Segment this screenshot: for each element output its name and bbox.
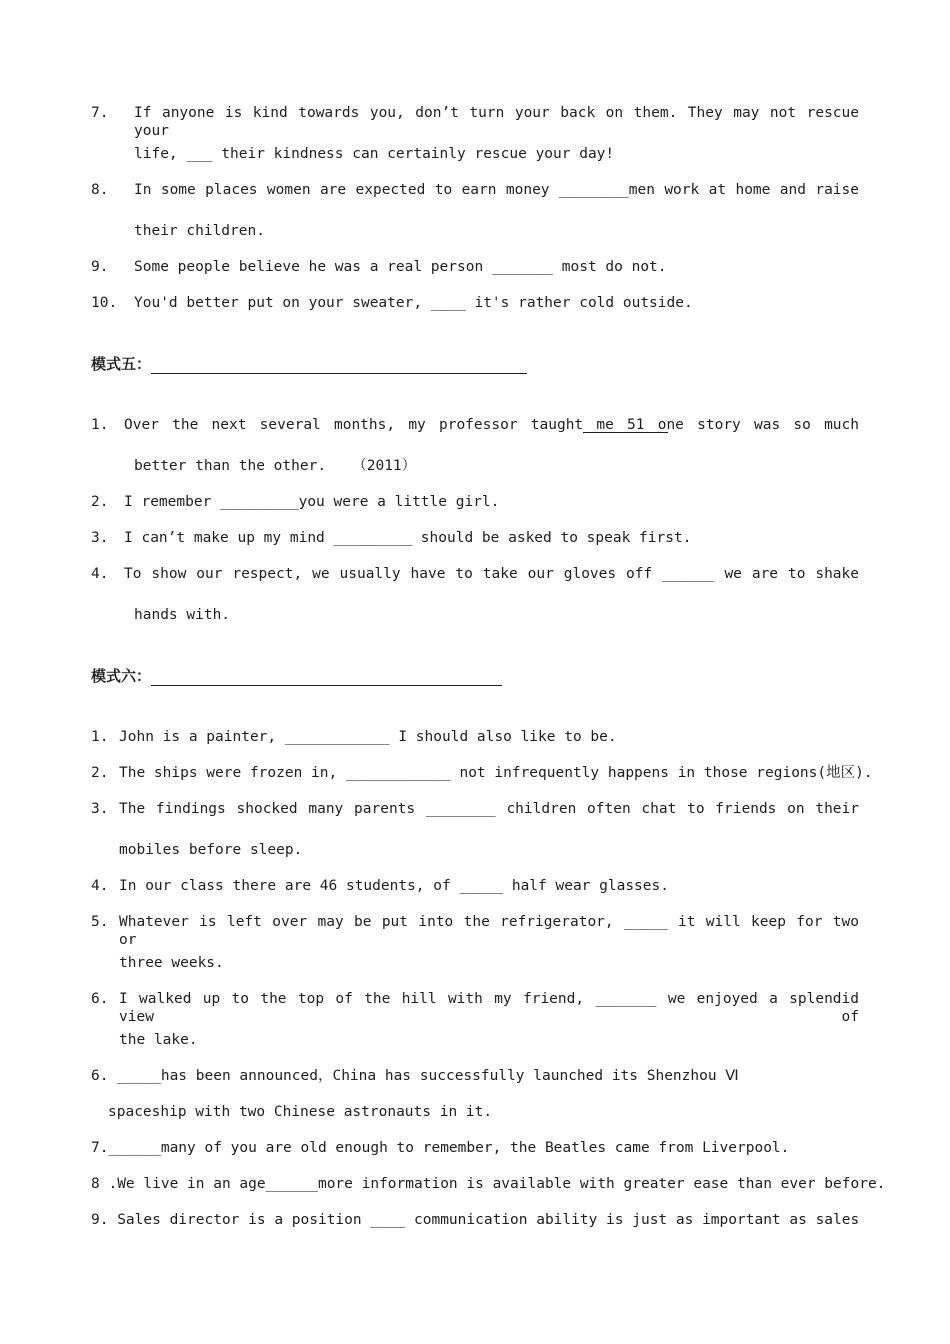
item-number: 1.: [91, 417, 109, 433]
item-text: Whatever is left over may be put into the refrigerator, _____ it will keep for two or: [119, 914, 859, 948]
item-text: In some places women are expected to earn money ________men work at home and raise: [134, 182, 859, 198]
item-text: John is a painter, ____________ I should also like to be.: [119, 729, 617, 745]
item-number: 2.: [91, 765, 109, 781]
extra-line: 9. Sales director is a position ____ communication ability is just as important as sales: [91, 1212, 860, 1228]
item-number: 5.: [91, 914, 109, 930]
item-text: You'd better put on your sweater, ____ it's rather cold outside.: [134, 295, 693, 311]
item-text: life, ___ their kindness can certainly rescue your day!: [134, 146, 615, 162]
item-number: 4.: [91, 878, 109, 894]
item-text: mobiles before sleep.: [119, 842, 303, 858]
item-number: 10.: [91, 295, 118, 311]
item-text: I remember _________you were a little girl.: [124, 494, 500, 510]
answer-underline: [583, 432, 668, 433]
extra-line: spaceship with two Chinese astronauts in it.: [108, 1104, 493, 1120]
section-heading: [91, 666, 502, 686]
extra-line: 7.______many of you are old enough to remember, the Beatles came from Liverpool.: [91, 1140, 790, 1156]
extra-line: 8 .We live in an age______more information is available with greater ease than ever before.: [91, 1176, 886, 1192]
item-text: I walked up to the top of the hill with my friend, _______ we enjoyed a splendid view of: [119, 991, 859, 1025]
item-number: 2.: [91, 494, 109, 510]
item-text: the lake.: [119, 1032, 198, 1048]
heading-underline: [151, 359, 527, 374]
item-text: I can’t make up my mind _________ should be asked to speak first.: [124, 530, 692, 546]
item-number: 1.: [91, 729, 109, 745]
item-text: Over the next several months, my professor taught me 51 one story was so much: [124, 417, 859, 433]
item-text: If anyone is kind towards you, don’t turn your back on them. They may not rescue your: [134, 105, 859, 139]
item-text: The ships were frozen in, ____________ not infrequently happens in those regions(地区).: [119, 765, 873, 781]
item-number: 3.: [91, 530, 109, 546]
item-text: In our class there are 46 students, of _____ half wear glasses.: [119, 878, 669, 894]
item-number: 4.: [91, 566, 109, 582]
item-number: 6.: [91, 991, 109, 1007]
section-heading-label: 模式五：: [91, 355, 152, 373]
section-heading-label: 模式六：: [91, 667, 152, 685]
extra-line: 6. _____has been announced，China has successfully launched its Shenzhou Ⅵ: [91, 1068, 739, 1084]
item-text: their children.: [134, 223, 265, 239]
item-number: 9.: [91, 259, 109, 275]
item-number: 8.: [91, 182, 109, 198]
item-text: better than the other. （2011）: [134, 458, 417, 474]
item-text: The findings shocked many parents ________ children often chat to friends on their: [119, 801, 859, 817]
item-text: hands with.: [134, 607, 231, 623]
item-number: 7.: [91, 105, 109, 121]
item-text: To show our respect, we usually have to take our gloves off ______ we are to shake: [124, 566, 859, 582]
section-heading: [91, 354, 527, 374]
heading-underline: [151, 671, 502, 686]
item-text: Some people believe he was a real person _______ most do not.: [134, 259, 667, 275]
item-number: 3.: [91, 801, 109, 817]
item-text: three weeks.: [119, 955, 224, 971]
